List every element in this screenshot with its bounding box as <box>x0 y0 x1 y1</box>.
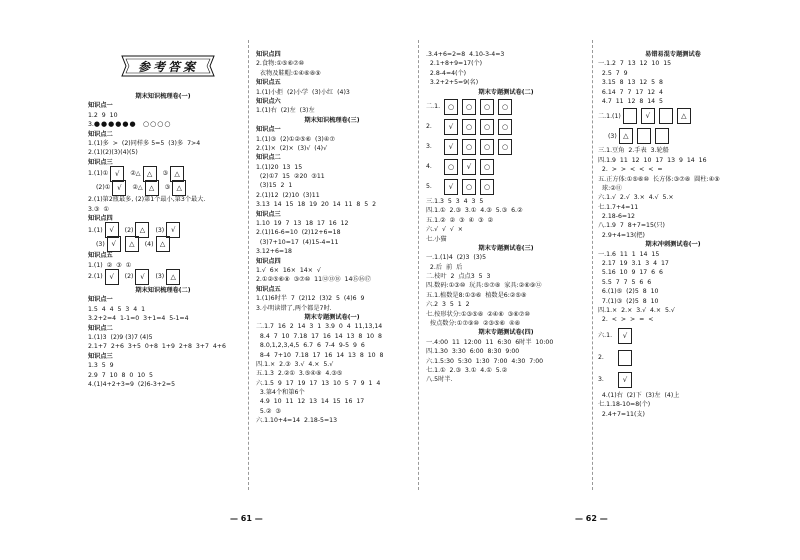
answer-box: △ <box>170 166 184 182</box>
section-heading: 知识点四 <box>88 214 113 222</box>
answer-line: 1.10 19 7 13 18 17 16 12 <box>256 220 349 228</box>
answer-line: 一.1.6 11 1 14 15 <box>598 250 660 258</box>
section-title: 期末知识梳理卷(三) <box>304 116 360 124</box>
answer-line: 2.9 7 10 8 0 10 5 <box>88 371 153 379</box>
section-heading: 知识点二 <box>256 154 281 162</box>
answer-line: 2. < > > = < <box>598 316 654 324</box>
section-heading: 知识点五 <box>88 252 113 260</box>
answer-line: 八.5时半. <box>426 376 453 384</box>
answer-line: 1.(1)③ (2)①②⑤⑥ (3)④⑦ <box>256 135 335 143</box>
answer-line: 2.5 7 9 <box>598 69 628 77</box>
section-heading: 知识点一 <box>88 296 113 304</box>
answer-line: 3.2+2=4 1-1=0 3+1=4 5-1=4 <box>88 315 189 323</box>
answer-line: 四.1.9 11 12 10 17 13 9 14 16 <box>598 156 707 164</box>
answer-line: 八.1.9 7 8+7=15(只) <box>598 222 665 230</box>
answer-box: √ <box>105 269 119 285</box>
answer-line: 3.小明读错了,两个都是7时. <box>256 304 332 312</box>
answer-line: (2)①7 15 ②20 ③11 <box>256 173 325 181</box>
answer-line: 3.13 14 15 18 19 20 14 11 8 5 2 <box>256 201 377 209</box>
box-row <box>598 369 748 391</box>
section-title: 期末知识梳理卷(一) <box>135 93 191 100</box>
answer-banner <box>118 52 218 80</box>
box-row <box>88 270 238 284</box>
answer-box <box>623 108 637 124</box>
answer-line: 1.(1) ② ③ ① <box>88 261 132 269</box>
answer-box: √ <box>135 269 149 285</box>
answer-line: 六.2 3 5 1 2 <box>426 301 470 309</box>
banner-title: 参考答案 <box>137 60 198 74</box>
box-row <box>598 126 748 146</box>
box-row <box>88 223 238 237</box>
answer-line: 4.(1)4+2+3=9 (2)6-3+2=5 <box>88 380 176 388</box>
box-row-label: (4) <box>144 240 154 248</box>
page-number: — 61 — <box>230 514 263 523</box>
answer-line: 2.18-6=12 <box>598 213 635 221</box>
section-heading: 知识点五 <box>256 79 281 87</box>
answer-line: 4.(1)右 (2)下 (3)左 (4)上 <box>598 391 680 399</box>
section-heading: 知识点五 <box>256 285 281 293</box>
answer-line: 一.1.2 7 13 12 10 15 <box>598 60 672 68</box>
answer-box: √ <box>641 108 655 124</box>
answer-line: 1.(1)6时半 7 (2)12 (3)2 5 (4)6 9 <box>256 295 365 303</box>
answer-box: ○ <box>462 179 476 195</box>
answer-box: √ <box>618 372 632 388</box>
answer-box: √ <box>166 222 180 238</box>
answer-line: 5.16 10 9 17 6 6 <box>598 269 663 277</box>
answer-line: 六.1.5 9 17 19 17 13 10 5 7 9 1 4 <box>256 379 381 387</box>
answer-line: 2.9+4=13(把) <box>598 231 645 239</box>
box-row-label: 5. <box>426 183 432 191</box>
answer-line: 8.4 7 10 7.18 17 16 14 13 8 10 8 <box>256 332 382 340</box>
answer-box: △ <box>166 269 180 285</box>
answer-line: 六.1.10+4=14 2.18-5=13 <box>256 417 338 425</box>
answer-box <box>655 128 669 144</box>
answer-line: 五.1.植数是8:①③⑥ 植数是6:②⑤⑧ <box>426 291 527 299</box>
answer-line: 4.7 11 12 8 14 5 <box>598 97 663 105</box>
answer-line: 5.② ③ <box>256 407 281 415</box>
box-row <box>426 177 586 197</box>
box-row-label: 1.(1)① <box>88 170 109 178</box>
answer-line: 8-4 7+10 7.18 17 16 14 13 8 10 8 <box>256 351 384 359</box>
answer-line: 六.1.5:30 5:30 1:30 7:00 4:30 7:00 <box>426 357 544 365</box>
column-divider <box>592 40 593 490</box>
answer-line: 1.3 5 9 <box>88 362 114 370</box>
box-row-label: 2. <box>598 354 604 362</box>
answer-line: 2.①②⑤⑥⑧ ③⑦⑩ 11⑫⑬⑱ 14⑮⑯⑰ <box>256 276 371 284</box>
answer-line: 1.2 9 10 <box>88 111 118 119</box>
answer-box: ○ <box>480 179 494 195</box>
answer-line: 3.第4个和第6个 <box>256 389 305 397</box>
answer-line: 四.1.① 2.③ 3.① 4.③ 5.③ 6.② <box>426 207 523 215</box>
answer-line: 6.(1)⑤ (2)5 8 10 <box>598 288 659 296</box>
section-heading: 知识点三 <box>88 352 113 360</box>
answer-line: 2. > > < < < = <box>598 166 663 174</box>
answer-line: 按点数分:①⑦⑨⑩ ②③⑤⑥ ④⑧ <box>426 320 521 328</box>
answer-line: 8.0,1,2,3,4,5 6.7 6 7-4 9-5 9 6 <box>256 342 365 350</box>
box-row <box>598 325 748 347</box>
answer-box: ○ <box>498 99 512 115</box>
section-heading: 知识点四 <box>256 51 281 58</box>
answer-line: 5.5 7 7 5 6 6 <box>598 278 652 286</box>
answer-box: △ <box>619 128 633 144</box>
column-4 <box>598 50 748 419</box>
answer-box: △ <box>143 166 157 182</box>
answer-box: ○ <box>462 139 476 155</box>
box-row-label: 二.1.(1) <box>598 112 621 120</box>
box-row-label: 3. <box>598 376 604 384</box>
answer-line: 五.1.3 2.②① 3.⑤④⑧ 4.③⑤ <box>256 370 343 378</box>
box-row-label: (3) <box>608 132 617 140</box>
answer-box: ○ <box>444 99 458 115</box>
answer-line: 四.数码:①③⑩ 玩具:⑤⑦⑧ 家具:②⑥⑨⑫ <box>426 282 542 290</box>
answer-box: √ <box>618 328 632 344</box>
answer-line: 六.1.√ 2.√ 3.× 4.√ 5.× <box>598 194 674 202</box>
answer-box: △ <box>156 236 170 252</box>
answer-line: 2.(1)第2瓶最多, (2)第1个最小,第3个最大. <box>88 196 206 204</box>
box-row-label: ②△ <box>132 184 143 192</box>
box-row-label: ③ <box>162 170 169 178</box>
box-row-label: 六.1. <box>598 332 613 340</box>
answer-line: 四.1.× 2.× 3.√ 4.× 5.√ <box>598 306 675 314</box>
answer-box <box>659 108 673 124</box>
answer-box: √ <box>444 139 458 155</box>
section-title: 期末知识梳理卷(二) <box>135 287 191 295</box>
answer-line: 一.1.(1)4 (2)3 (3)5 <box>426 254 487 262</box>
section-heading: 知识点六 <box>256 97 281 105</box>
answer-line: 七.按形状分:①③⑤⑧ ②④⑥ ③⑥⑦⑩ <box>426 310 530 318</box>
answer-line: 2.1+8+9=17(个) <box>426 60 483 68</box>
page-number: — 62 — <box>575 514 608 523</box>
answer-box: ○ <box>498 139 512 155</box>
answer-line: 衣物及鞋帽:①④⑥⑧⑨ <box>256 69 321 77</box>
answer-line: 四.1.× 2.③ 3.√ 4.× 5.√ <box>256 360 334 368</box>
answer-line: 1.(1)右 (2)左 (3)左 <box>256 107 315 115</box>
dots-figure: ●●●●●● ○○○○ <box>93 120 172 129</box>
answer-box: ○ <box>498 119 512 135</box>
box-row <box>426 97 586 117</box>
box-row-label: 3. <box>426 143 432 151</box>
box-row-label: (3) <box>155 273 165 281</box>
answer-line: 2.8-4=4(个) <box>426 69 467 77</box>
box-row-label: (3) <box>96 240 105 248</box>
answer-line: (3)15 2 1 <box>256 182 293 190</box>
answer-box: √ <box>105 222 119 238</box>
box-row <box>426 117 586 137</box>
answer-line: 2.1+7 2+6 3+5 0+8 1+9 2+8 3+7 4+6 <box>88 343 226 351</box>
answer-line: 七.1.7+4=11 <box>598 203 639 211</box>
answer-line: 七.1.① 2.③ 3.① 4.① 5.② <box>426 366 508 374</box>
answer-box: ○ <box>462 99 476 115</box>
answer-line: 6.14 7 7 17 12 4 <box>598 88 663 96</box>
box-row-label: ②△ <box>130 170 141 178</box>
answer-line: 1.(1)20 13 15 <box>256 163 303 171</box>
answer-line: 2.(1)(2)(3)(4)(5) <box>88 149 138 157</box>
section-heading: 知识点三 <box>88 158 113 166</box>
answer-line: 球:②⑪ <box>598 184 622 192</box>
answer-box <box>618 350 632 366</box>
answer-line: 三.1.豆角 2.手表 3.轮船 <box>598 147 669 155</box>
answer-box: √ <box>107 236 121 252</box>
section-heading: 知识点二 <box>88 130 113 138</box>
section-heading: 知识点一 <box>88 102 113 110</box>
answer-line: 1.(1)多 > (2)同样多 5=5 (3)多 7>4 <box>88 139 201 147</box>
answer-line: 3.15 8 13 12 5 8 <box>598 79 663 87</box>
answer-box: √ <box>110 166 124 182</box>
answer-box: ○ <box>444 159 458 175</box>
answer-line: .3.4+6=2=8 4.10-3-4=3 <box>426 51 505 58</box>
section-title: 易错易混专题测试卷 <box>645 51 701 58</box>
answer-line: 四.1.30 3:30 6:00 8:30 9:00 <box>426 348 520 356</box>
answer-line: 一.4:00 11 12:00 11 6:30 6时半 10:00 <box>426 338 554 346</box>
answer-box: △ <box>677 108 691 124</box>
answer-line: 五.正方体:①⑤⑥⑩ 长方体:③⑦⑧ 圆柱:④⑨ <box>598 175 720 183</box>
section-title: 期末专题测试卷(四) <box>478 329 534 337</box>
answer-box: √ <box>444 119 458 135</box>
answer-line: 4.9 10 11 12 13 14 15 16 17 <box>256 398 365 406</box>
box-row <box>598 347 748 369</box>
section-heading: 知识点三 <box>256 210 281 218</box>
answer-line: 1.√ 6× 16× 14× √ <box>256 266 321 274</box>
answer-box: ○ <box>480 139 494 155</box>
answer-line: 3.③ ① <box>88 205 109 213</box>
answer-box: √ <box>112 180 126 196</box>
column-2 <box>256 50 408 426</box>
box-row-label: (2) <box>124 226 134 234</box>
answer-line-dots <box>88 120 238 129</box>
box-row <box>426 157 586 177</box>
answer-line: 七.1.18-10=8(个) <box>598 401 651 409</box>
dots-prefix: 3. <box>88 121 94 129</box>
answer-line: 2.食物:①⑤⑥⑦⑩ <box>256 60 305 68</box>
section-title: 期末专题测试卷(二) <box>478 88 534 96</box>
box-row-label: 2.(1) <box>88 273 103 281</box>
box-row <box>426 137 586 157</box>
answer-box: ○ <box>480 119 494 135</box>
answer-box: ○ <box>462 119 476 135</box>
column-1 <box>88 92 238 389</box>
answer-line: 二.1.7 16 2 14 3 1 3.9 0 4 11,13,14 <box>256 323 383 331</box>
answer-line: 2.(1)× (2)× (3)√ (4)√ <box>256 144 328 152</box>
answer-line: 1.(1)3 (2)9 (3)7 (4)5 <box>88 334 153 342</box>
section-title: 期末冲刺测试卷(一) <box>645 241 701 249</box>
answer-line: 2.4+7=11(支) <box>598 410 645 418</box>
answer-line: 1.(1)小拒 (2)小学 (3)小红 (4)3 <box>256 88 350 96</box>
answer-line: 3.12+6=18 <box>256 248 292 256</box>
answer-box <box>637 128 651 144</box>
answer-box: √ <box>462 159 476 175</box>
answer-box: △ <box>135 222 149 238</box>
answer-line: 二.枝叶 2 点点3 5 3 <box>426 273 491 281</box>
column-divider <box>248 40 249 490</box>
answer-line: 六.√ √ √ × <box>426 226 463 234</box>
answer-box: △ <box>125 236 139 252</box>
section-heading: 知识点四 <box>256 257 281 265</box>
box-row <box>598 106 748 126</box>
box-row-label: 4. <box>426 163 432 171</box>
answer-line: 7.(1)③ (2)5 8 10 <box>598 297 659 305</box>
answer-box: △ <box>172 180 186 196</box>
answer-box: ○ <box>480 99 494 115</box>
answer-line: (3)7+10=17 (4)15-4=11 <box>256 238 339 246</box>
answer-box: △ <box>145 180 159 196</box>
answer-line: 2.17 19 3.1 3 4 17 <box>598 260 669 268</box>
answer-line: 2.后 前 后 <box>426 263 463 271</box>
box-row-label: (3) <box>155 226 165 234</box>
column-divider <box>418 40 419 490</box>
answer-line: 3.2+2+5=9(名) <box>426 79 479 87</box>
box-row <box>88 181 238 195</box>
box-row-label: 二.1. <box>426 103 441 111</box>
answer-box: ○ <box>480 159 494 175</box>
section-title: 期末专题测试卷(三) <box>478 244 534 252</box>
answer-line: 五.1.② ② ③ ④ ③ ② <box>426 216 494 224</box>
answer-line: 2.(1)16-6=10 (2)12+6=18 <box>256 229 341 237</box>
answer-line: 七.小猫 <box>426 235 447 243</box>
box-row <box>88 167 238 181</box>
box-row-label: 1.(1) <box>88 226 103 234</box>
box-row-label: 2. <box>426 123 432 131</box>
column-3 <box>426 50 586 385</box>
box-row-label: ③ <box>164 184 171 192</box>
answer-box: √ <box>444 179 458 195</box>
section-title: 期末专题测试卷(一) <box>304 313 360 321</box>
box-row <box>88 237 238 251</box>
section-heading: 知识点二 <box>88 324 113 332</box>
section-heading: 知识点一 <box>256 126 281 134</box>
answer-line: 三.1.3 5 3 4 3 5 <box>426 197 484 205</box>
box-row-label: (2) <box>124 273 134 281</box>
answer-line: 1.5 4 4 5 3 4 1 <box>88 305 146 313</box>
answer-line: 2.(1)12 (2)10 (3)11 <box>256 191 320 199</box>
box-row-label: (2)① <box>96 184 111 192</box>
